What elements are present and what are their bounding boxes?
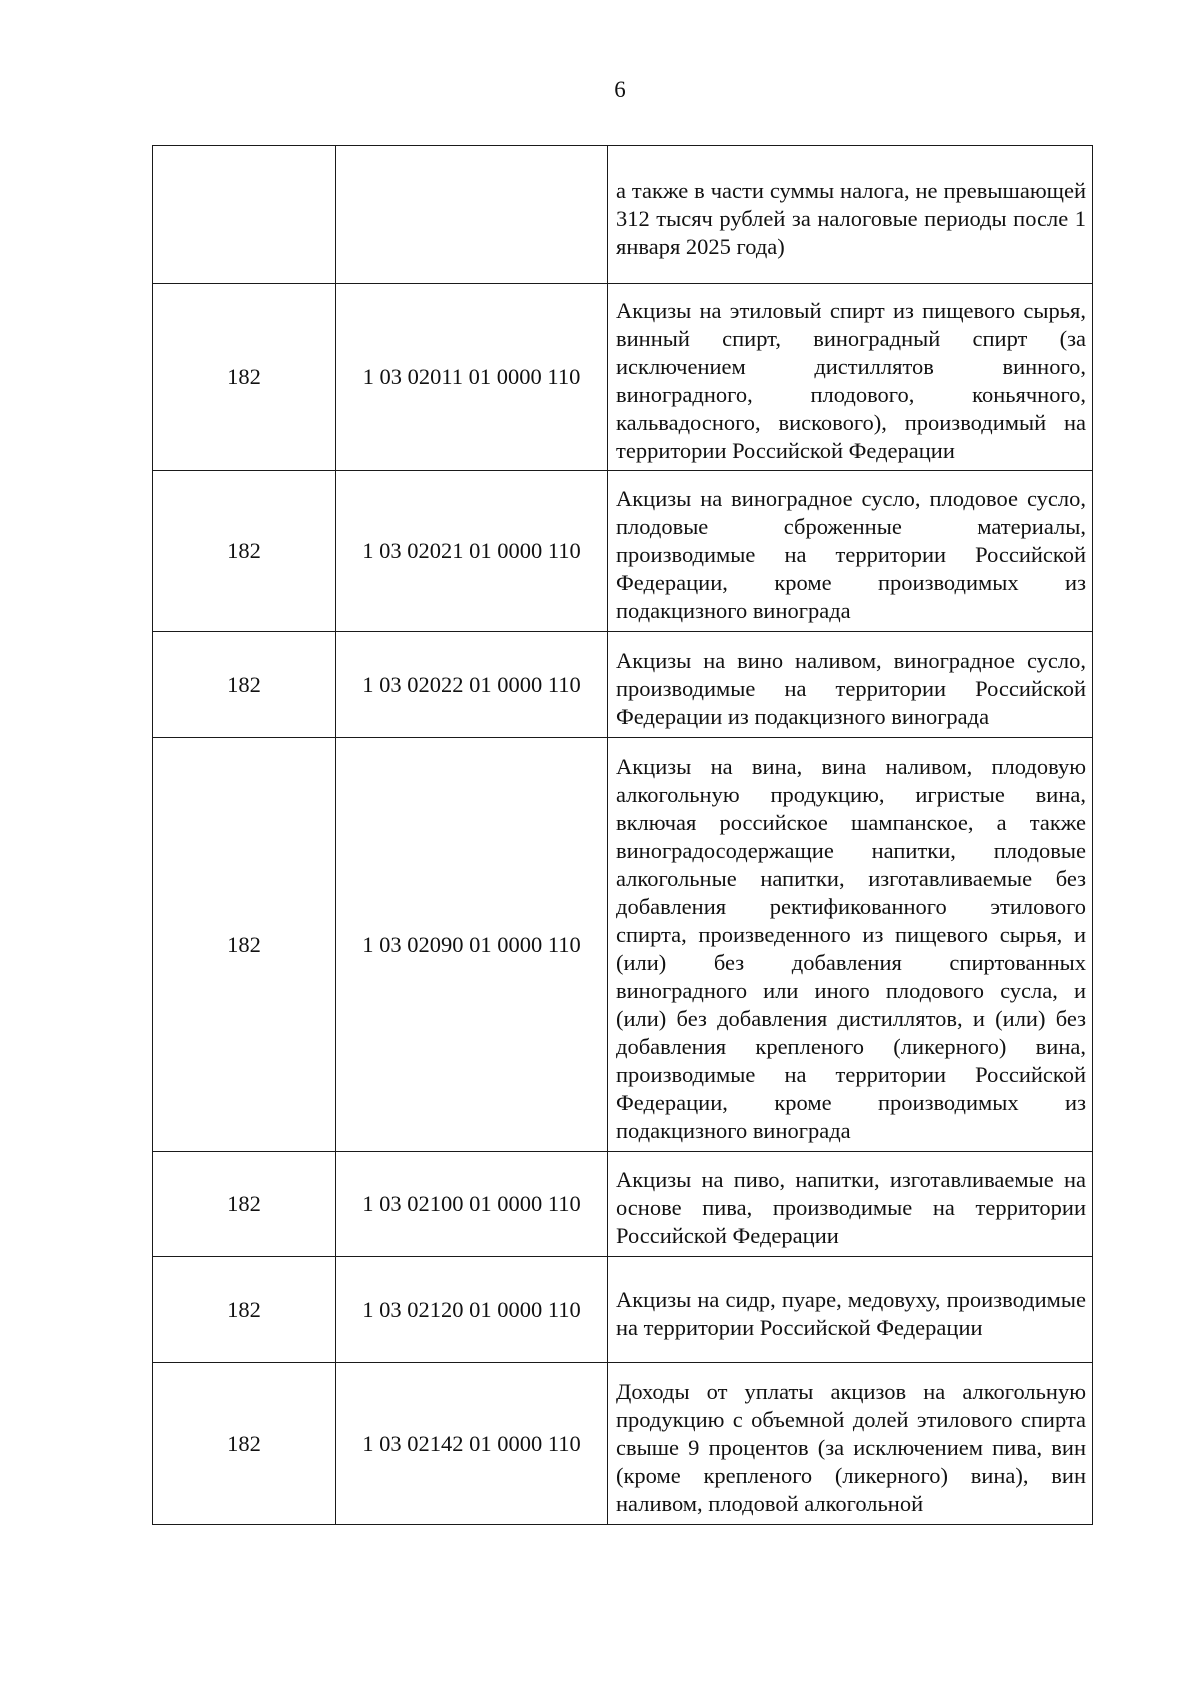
admin-code-cell: 182 (153, 632, 336, 738)
admin-code-cell: 182 (153, 1363, 336, 1525)
description-text: Доходы от уплаты акцизов на алкогольную продукцию с объемной долей этилового спирта свыше 9 процентов (за исключением пива, вин (кроме крепленого (ликерного) вина), вин наливом, плодовой алкогольной (616, 1378, 1086, 1516)
admin-code-cell: 182 (153, 471, 336, 632)
table-row (153, 1363, 1093, 1525)
budget-code-cell: 1 03 02021 01 0000 110 (336, 471, 608, 632)
table-row (153, 471, 1093, 632)
budget-code-cell: 1 03 02120 01 0000 110 (336, 1257, 608, 1363)
description-text: Акцизы на вино наливом, виноградное сусло, производимые на территории Российской Федерации из подакцизного винограда (616, 647, 1086, 729)
budget-code-cell (336, 146, 608, 284)
budget-code-cell: 1 03 02142 01 0000 110 (336, 1363, 608, 1525)
description-text: Акцизы на этиловый спирт из пищевого сырья, винный спирт, виноградный спирт (за исключением дистиллятов винного, виноградного, плодового, коньячного, кальвадосного, вискового), производимый на территории Российской Федерации (616, 298, 1086, 463)
admin-code-cell (153, 146, 336, 284)
description-text: Акцизы на сидр, пуаре, медовуху, производимые на территории Российской Федерации (616, 1286, 1086, 1340)
description-cell (608, 284, 1093, 471)
table-row (153, 632, 1093, 738)
table-row (153, 738, 1093, 1152)
admin-code-cell: 182 (153, 284, 336, 471)
description-cell (608, 471, 1093, 632)
admin-code-cell: 182 (153, 1152, 336, 1257)
description-text: Акцизы на пиво, напитки, изготавливаемые на основе пива, производимые на территории Российской Федерации (616, 1167, 1086, 1248)
description-cell (608, 738, 1093, 1152)
admin-code-cell: 182 (153, 738, 336, 1152)
description-text: а также в части суммы налога, не превышающей 312 тысяч рублей за налоговые периоды после 1 января 2025 года) (616, 177, 1086, 259)
table-row (153, 146, 1093, 284)
table-row (153, 1257, 1093, 1363)
budget-code-cell: 1 03 02022 01 0000 110 (336, 632, 608, 738)
budget-code-cell: 1 03 02011 01 0000 110 (336, 284, 608, 471)
budget-code-cell: 1 03 02090 01 0000 110 (336, 738, 608, 1152)
description-text: Акцизы на виноградное сусло, плодовое сусло, плодовые сброженные материалы, производимые на территории Российской Федерации, кроме производимых из подакцизного винограда (616, 486, 1086, 623)
description-cell (608, 1363, 1093, 1525)
budget-codes-table (152, 145, 1093, 1525)
description-cell (608, 632, 1093, 738)
description-cell (608, 1152, 1093, 1257)
description-text: Акцизы на вина, вина наливом, плодовую алкогольную продукцию, игристые вина, включая российское шампанское, а также виноградосодержащие напитки, плодовые алкогольные напитки, изготавливаемые без добавления ректификованного этилового спирта, произведенного из пищевого сырья, и (или) без добавления спиртованных виноградного или иного плодового сусла, и (или) без добавления дистиллятов, и (или) без добавления крепленого (ликерного) вина, производимые на территории Российской Федерации, кроме производимых из подакцизного винограда (616, 753, 1086, 1143)
page-number: 6 (614, 77, 626, 102)
description-cell (608, 1257, 1093, 1363)
description-cell (608, 146, 1093, 284)
table-row (153, 284, 1093, 471)
budget-code-cell: 1 03 02100 01 0000 110 (336, 1152, 608, 1257)
admin-code-cell: 182 (153, 1257, 336, 1363)
table-row (153, 1152, 1093, 1257)
